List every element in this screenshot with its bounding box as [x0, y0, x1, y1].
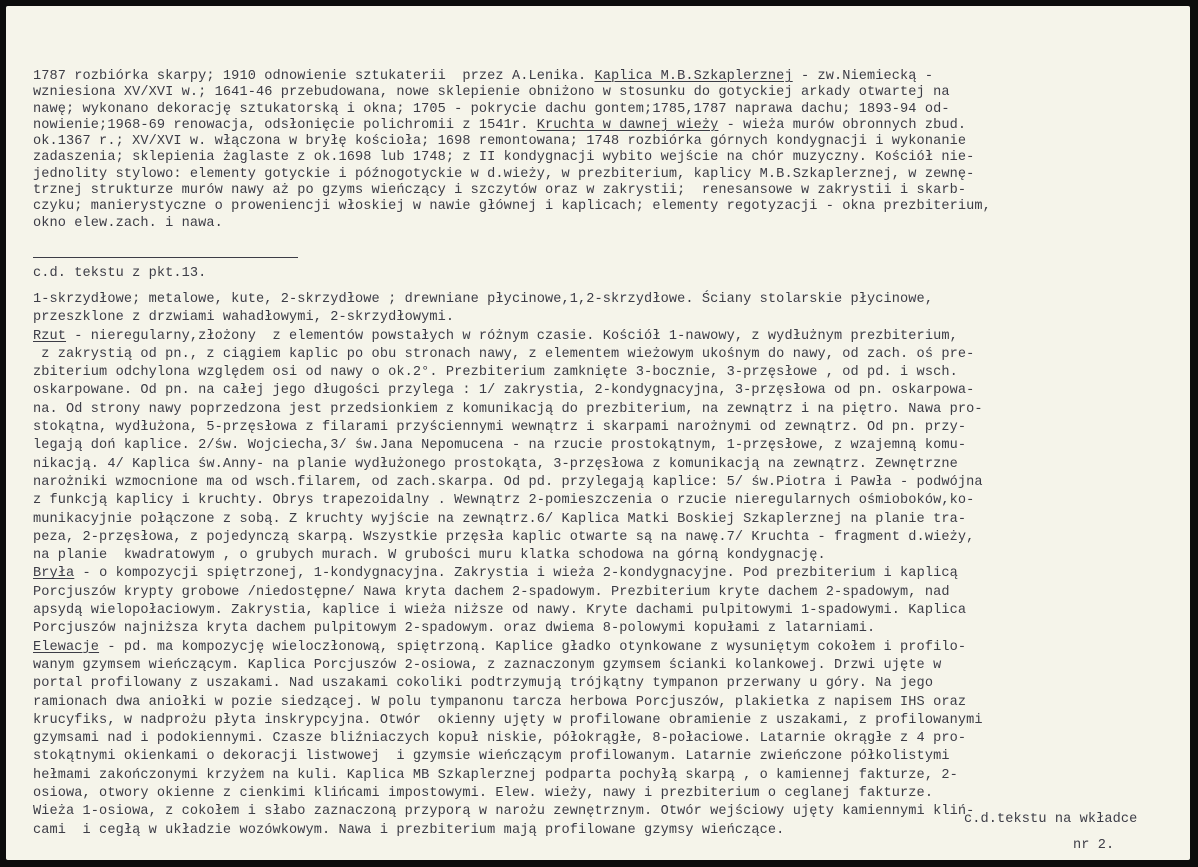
- text-line: [33, 803, 983, 821]
- text-segment: munikacyjnie połączone z sobą. Z kruchty wyjście na zewnątrz.6/ Kaplica Matki Boskiej Szkaplerznej na planie tra-: [33, 511, 967, 527]
- text-segment: legają doń kaplice. 2/św. Wojciecha,3/ św.Jana Nepomucena - na rzucie prostokątnym, 1-przęsłowe, z wzajemną komu-: [33, 438, 967, 454]
- section-heading: Kaplica M.B.Szkaplerznej: [594, 69, 793, 84]
- text-block-history: [33, 69, 991, 232]
- text-line: [33, 309, 983, 327]
- text-line: [33, 511, 983, 529]
- text-segment: peza, 2-przęsłowa, z pojedynczą skarpą. Wszystkie przęsła kaplic otwarte są na nawę.7/ Kruchta - fragment d.wieży,: [33, 529, 975, 545]
- text-line: [33, 474, 983, 492]
- footer-continuation-note: c.d.tekstu na wkładce: [964, 812, 1138, 827]
- text-line: [33, 346, 983, 364]
- section-heading: Bryła: [33, 566, 75, 582]
- text-segment: zbiterium odchylona względem osi od nawy o ok.2°. Prezbiterium zamknięte 3-bocznie, 3-przęsłowe , od pd. i wsch.: [33, 365, 958, 381]
- text-segment: wzniesiona XV/XVI w.; 1641-46 przebudowana, nowe sklepienie obniżono w stosunku do gotyckiej arkady otwartej na: [33, 85, 950, 101]
- text-segment: stokątna, wydłużona, 5-przęsłowa z filarami przyściennymi wewnątrz i skarpami narożnymi od zewnątrz. Od pn. przy-: [33, 420, 967, 436]
- text-line: [33, 183, 991, 199]
- text-line: [33, 69, 991, 85]
- text-line: [33, 694, 983, 712]
- text-segment: stokątnymi okienkami o dekoracji listwowej i gzymsie wieńczącym profilowanym. Latarnie zwieńczone półkolistymi: [33, 749, 950, 765]
- section-heading: Kruchta w dawnej wieży: [536, 117, 719, 133]
- continuation-header: c.d. tekstu z pkt.13.: [33, 266, 207, 281]
- text-segment: z funkcją kaplicy i kruchty. Obrys trapezoidalny . Wewnątrz 2-pomieszczenia o rzucie nieregularnych ośmioboków,ko-: [33, 493, 975, 509]
- text-segment: Wieża 1-osiowa, z cokołem i słabo zaznaczoną przyporą w narożu zewnętrznym. Otwór wejściowy ujęty kamiennymi kliń-: [33, 804, 975, 820]
- text-segment: trznej strukturze murów nawy aż po gzyms wieńczący i szczytów oraz w zakrystii; renesansowe w zakrystii i skarb-: [33, 183, 967, 199]
- text-line: [33, 419, 983, 437]
- text-segment: przeszklone z drzwiami wahadłowymi, 2-skrzydłowymi.: [33, 310, 455, 326]
- text-segment: apsydą wielopołaciowym. Zakrystia, kaplice i wieża niższe od nawy. Kryte dachami pulpitowymi 1-spadowymi. Kaplica: [33, 603, 967, 619]
- text-line: [33, 382, 983, 400]
- text-line: [33, 657, 983, 675]
- text-segment: na. Od strony nawy poprzedzona jest przedsionkiem z komunikacją do prezbiterium, na zewnątrz i na piętro. Nawa pro-: [33, 401, 983, 417]
- separator-rule: [33, 257, 298, 258]
- text-segment: na planie kwadratowym , o grubych murach. W grubości muru klatka schodowa na górną kondygnację.: [33, 548, 826, 564]
- text-line: [33, 437, 983, 455]
- text-line: [33, 675, 983, 693]
- text-line: [33, 167, 991, 183]
- text-line: [33, 529, 983, 547]
- text-line: [33, 712, 983, 730]
- text-segment: oskarpowane. Od pn. na całej jego długości przylega : 1/ zakrystia, 2-kondygnacyjna, 3-przęsłowa od pn. oskarpowa-: [33, 383, 975, 399]
- text-segment: okno elew.zach. i nawa.: [33, 215, 223, 231]
- text-line: [33, 150, 991, 166]
- text-segment: ramionach dwa aniołki w pozie siedzącej. W polu tympanonu tarcza herbowa Porcjuszów, plakietka z napisem IHS oraz: [33, 694, 967, 710]
- text-line: [33, 565, 983, 583]
- text-segment: portal profilowany z uszakami. Nad uszakami cokoliki podtrzymują trójkątny tympanon przerwany u góry. Na jego: [33, 676, 934, 692]
- text-segment: krucyfiks, w nadprożu płyta inskrypcyjna. Otwór okienny ujęty w profilowane obramienie z uszakami, z profilowanymi: [33, 712, 983, 728]
- text-line: [33, 199, 991, 215]
- text-segment: 1-skrzydłowe; metalowe, kute, 2-skrzydłowe ; drewniane płycinowe,1,2-skrzydłowe. Ściany stolarskie płycinowe,: [33, 292, 934, 307]
- text-segment: ok.1367 r.; XV/XVI w. włączona w bryłę kościoła; 1698 remontowana; 1748 rozbiórka górnych kondygnacji i wykonanie: [33, 134, 967, 150]
- text-line: [33, 401, 983, 419]
- text-segment: gzymsami nad i podokiennymi. Czasze bliźniaczych kopuł niskie, półokrągłe, 8-połaciowe. Latarnie okrągłe z 4 pro-: [33, 731, 967, 747]
- text-line: [33, 767, 983, 785]
- text-segment: narożniki wzmocnione ma od wsch.filarem, od zach.skarpa. Od pd. przylegają kaplice: 5/ św.Piotra i Pawła - podwójna: [33, 474, 983, 490]
- text-segment: - o kompozycji spiętrzonej, 1-kondygnacyjna. Zakrystia i wieża 2-kondygnacyjne. Pod prezbiterium i kaplicą: [74, 566, 958, 582]
- text-line: [33, 602, 983, 620]
- text-segment: nowienie;1968-69 renowacja, odsłonięcie polichromii z 1541r.: [33, 117, 537, 133]
- footer-page-number: nr 2.: [1073, 838, 1115, 853]
- text-segment: Porcjuszów najniższa kryta dachem pulpitowym 2-spadowym. oraz dwiema 8-polowymi kopułami z latarniami.: [33, 621, 876, 637]
- text-line: [33, 102, 991, 118]
- text-segment: osiowa, otwory okienne z cienkimi klińcami impostowymi. Elew. wieży, nawy i prezbiterium o ceglanej fakturze.: [33, 786, 934, 802]
- text-line: [33, 291, 983, 309]
- text-segment: cami i cegłą w układzie wozówkowym. Nawa i prezbiterium mają profilowane gzymsy wieńczące.: [33, 822, 785, 838]
- text-segment: - wieża murów obronnych zbud.: [718, 117, 967, 133]
- text-block-description: [33, 291, 983, 840]
- text-line: [33, 748, 983, 766]
- text-segment: zadaszenia; sklepienia żaglaste z ok.1698 lub 1748; z II kondygnacji wybito wejście na chór muzyczny. Kościół nie-: [33, 150, 975, 166]
- text-line: [33, 822, 983, 840]
- text-segment: Porcjuszów krypty grobowe /niedostępne/ Nawa kryta dachem 2-spadowym. Prezbiterium kryte dachem 2-spadowym, nad: [33, 584, 950, 600]
- text-segment: nikacją. 4/ Kaplica św.Anny- na planie wydłużonego prostokąta, 3-przęsłowa z komunikacją na zewnątrz. Zewnętrzne: [33, 456, 958, 472]
- text-segment: z zakrystią od pn., z ciągiem kaplic po obu stronach nawy, z elementem wieżowym ukośnym do nawy, od zach. oś pre-: [33, 346, 975, 362]
- text-segment: - nieregularny,złożony z elementów powstałych w różnym czasie. Kościół 1-nawowy, z wydłużnym prezbiterium,: [66, 328, 958, 344]
- text-segment: 1787 rozbiórka skarpy; 1910 odnowienie sztukaterii przez A.Lenika.: [33, 69, 595, 84]
- text-line: [33, 584, 983, 602]
- text-line: [33, 730, 983, 748]
- text-line: [33, 785, 983, 803]
- text-line: [33, 134, 991, 150]
- text-segment: wanym gzymsem wieńczącym. Kaplica Porcjuszów 2-osiowa, z zaznaczonym gzymsem ścianki kolankowej. Drzwi ujęte w: [33, 657, 942, 673]
- text-line: [33, 216, 991, 232]
- text-segment: hełmami zakończonymi krzyżem na kuli. Kaplica MB Szkaplerznej podparta pochyłą skarpą , o kamiennej fakturze, 2-: [33, 767, 958, 783]
- archival-index-card: [6, 6, 1190, 860]
- text-line: [33, 547, 983, 565]
- text-segment: nawę; wykonano dekorację sztukatorską i okna; 1705 - pokrycie dachu gontem;1785,1787 naprawa dachu; 1893-94 od-: [33, 101, 950, 117]
- text-segment: - pd. ma kompozycję wieloczłonową, spiętrzoną. Kaplice gładko otynkowane z wysuniętym cokołem i profilo-: [99, 639, 967, 655]
- section-heading: Rzut: [33, 328, 67, 344]
- text-line: [33, 639, 983, 657]
- text-line: [33, 620, 983, 638]
- text-line: [33, 328, 983, 346]
- text-line: [33, 118, 991, 134]
- text-segment: jednolity stylowo: elementy gotyckie i późnogotyckie w d.wieży, w prezbiterium, kaplicy M.B.Szkaplerznej, w zewnę-: [33, 166, 975, 182]
- text-segment: czyku; manierystyczne o proweniencji włoskiej w nawie głównej i kaplicach; elementy regotyzacji - okna prezbiterium,: [33, 199, 991, 215]
- text-line: [33, 492, 983, 510]
- text-line: [33, 456, 983, 474]
- text-segment: - zw.Niemiecką -: [792, 69, 934, 84]
- section-heading: Elewacje: [33, 639, 100, 655]
- text-line: [33, 85, 991, 101]
- text-line: [33, 364, 983, 382]
